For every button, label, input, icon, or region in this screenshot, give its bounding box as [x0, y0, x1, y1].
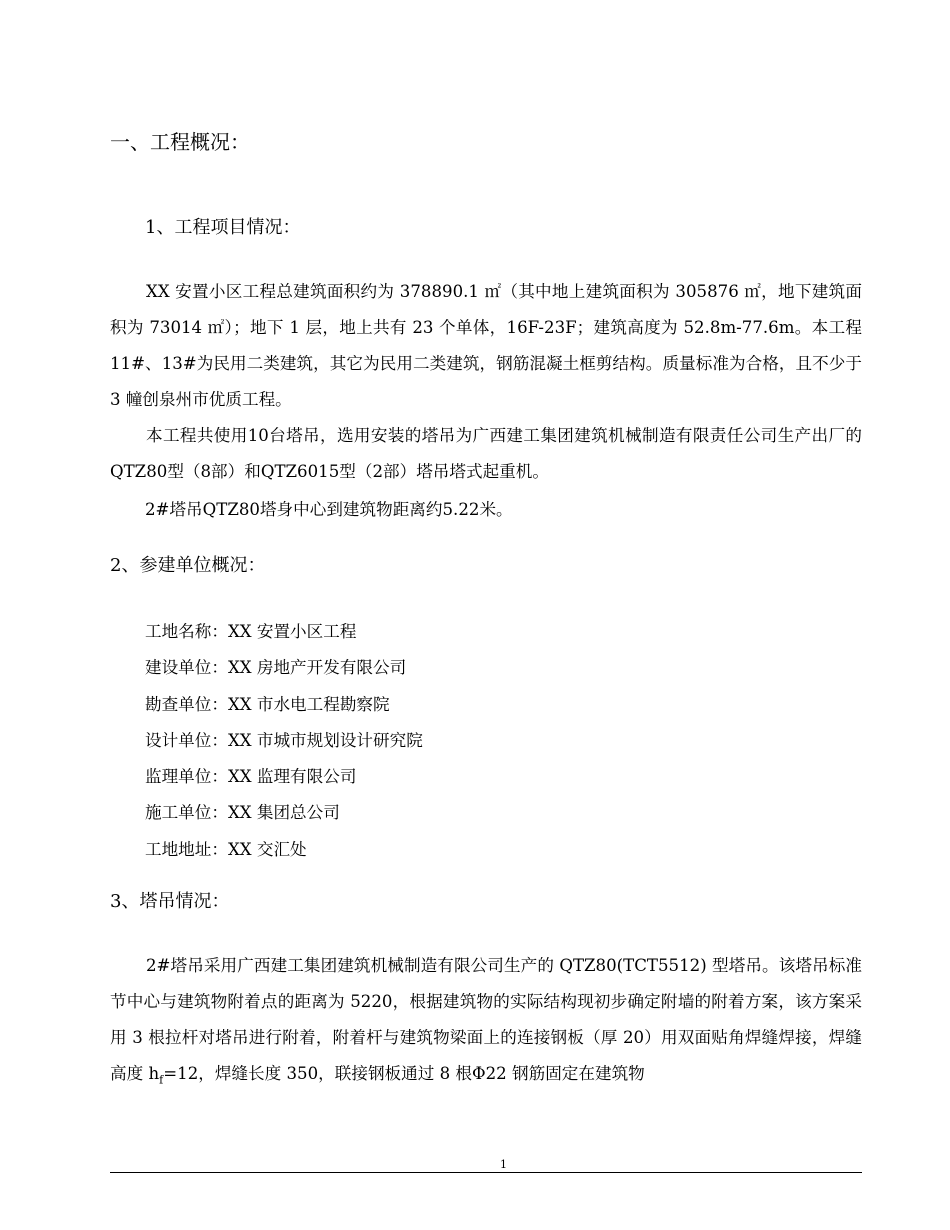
tower-crane-summary-paragraph: 本工程共使用10台塔吊，选用安装的塔吊为广西建工集团建筑机械制造有限责任公司生产出厂的QTZ80型（8部）和QTZ6015型（2部）塔吊塔式起重机。	[110, 426, 862, 481]
tower-crane-detail-text: 2#塔吊采用广西建工集团建筑机械制造有限公司生产的 QTZ80(TCT5512) 型塔吊。该塔吊标准节中心与建筑物附着点的距离为 5220，根据建筑物的实际结构现初步确定附墙的附着方案，该方案采用 3 根拉杆对塔吊进行附着，附着杆与建筑物梁面上的连接钢板（厚 20）用双面贴角焊缝焊接，焊缝高度 h	[110, 956, 862, 1083]
footer-divider	[110, 1172, 862, 1173]
tower-crane-detail-text-continued: =12，焊缝长度 350，联接钢板通过 8 根Φ22 钢筋固定在建筑物	[163, 1064, 645, 1083]
page-number: 1	[500, 1158, 507, 1171]
crane-distance-note: 2#塔吊QTZ80塔身中心到建筑物距离约5.22米。	[145, 500, 513, 519]
project-info-paragraph: XX 安置小区工程总建筑面积约为 378890.1 ㎡（其中地上建筑面积为 305876 ㎡，地下建筑面积为 73014 ㎡）；地下 1 层，地上共有 23 个单体，16F-23F；建筑高度为 52.8m-77.6m。本工程 11#、13#为民用二类建筑，其它为民用二类建筑，钢筋混凝土框剪结构。质量标准为合格，且不少于 3 幢创泉州市优质工程。	[110, 282, 862, 409]
tower-crane-detail-paragraph	[110, 948, 862, 1092]
list-item: 工地地址：XX 交汇处	[145, 839, 307, 859]
subsection-heading-tower-crane: 3、塔吊情况：	[110, 891, 230, 912]
list-item: 设计单位：XX 市城市规划设计研究院	[145, 730, 423, 750]
subsection-heading-participants: 2、参建单位概况：	[110, 555, 266, 576]
list-item: 监理单位：XX 监理有限公司	[145, 767, 357, 787]
list-item: 建设单位：XX 房地产开发有限公司	[145, 658, 407, 678]
weld-height-subscript: f	[159, 1073, 164, 1087]
list-item: 施工单位：XX 集团总公司	[145, 803, 340, 823]
section-heading-overview: 一、工程概况：	[110, 130, 250, 154]
list-item: 勘查单位：XX 市水电工程勘察院	[145, 694, 390, 714]
participant-unit-list	[145, 614, 423, 868]
subsection-heading-project-info: 1、工程项目情况：	[145, 217, 301, 238]
list-item: 工地名称：XX 安置小区工程	[145, 622, 357, 641]
